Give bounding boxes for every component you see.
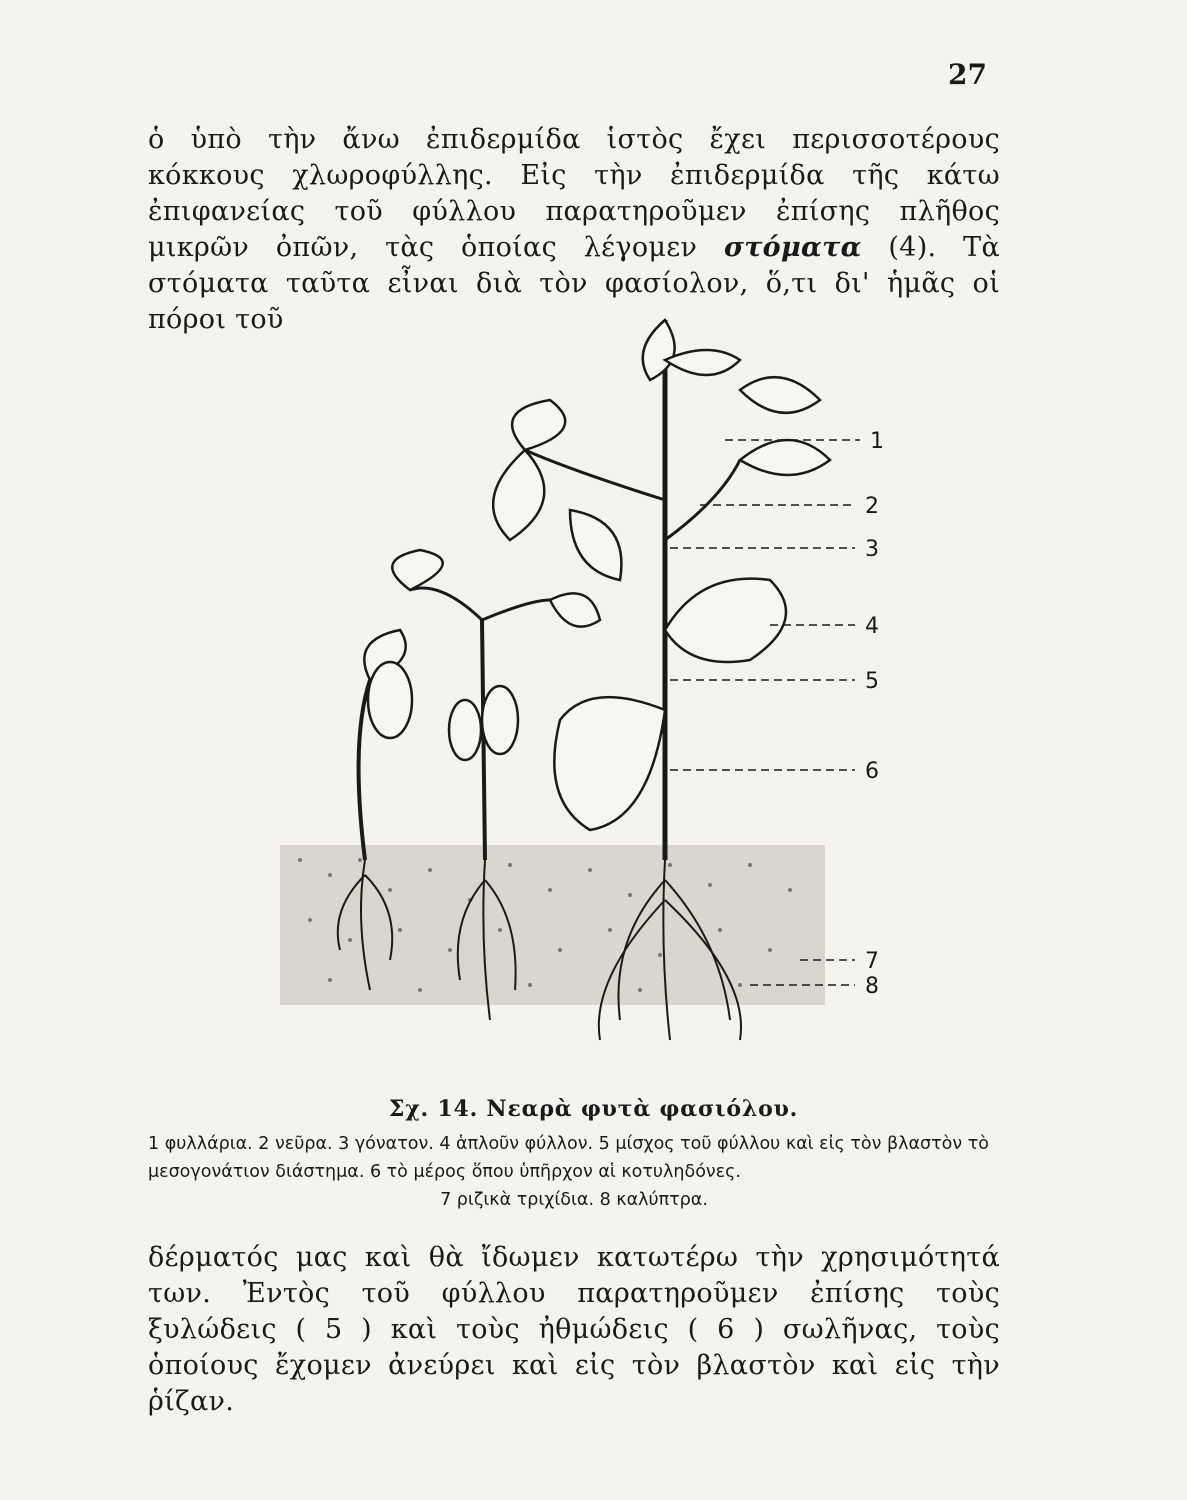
figure-label-8: 8 bbox=[865, 974, 879, 999]
leaves bbox=[364, 320, 830, 830]
figure-label-4: 4 bbox=[865, 614, 879, 639]
figure-caption-line-1: 1 φυλλάρια. 2 νεῦρα. 3 γόνατον. 4 ἁπλοῦν φύλλον. 5 μίσχος τοῦ φύλλου καὶ εἰς τὸν βλαστὸν τὸ μεσογονάτιον διάστημα. 6 τὸ μέρος ὅπου ὑπῆρχον αἱ κοτυληδόνες. bbox=[148, 1134, 989, 1182]
paragraph-top-emphasis: στόματα bbox=[724, 232, 862, 263]
figure-label-5: 5 bbox=[865, 669, 879, 694]
figure-label-2: 2 bbox=[865, 494, 879, 519]
bean-plant-illustration bbox=[270, 300, 920, 1100]
figure-caption-title: Σχ. 14. Νεαρὰ φυτὰ φασιόλου. bbox=[388, 1096, 799, 1122]
paragraph-top-text: ὁ ὑπὸ τὴν ἄνω ἐπιδερμίδα ἱστὸς ἔχει περισσοτέρους κόκκους χλωροφύλλης. Εἰς τὴν ἐπιδερμίδα τῆς κάτω ἐπιφανείας τοῦ φύλλου παρατηροῦμεν ἐπίσης πλῆθος μικρῶν ὀπῶν, τὰς ὁποίας λέγομεν bbox=[148, 124, 1000, 263]
figure-label-3: 3 bbox=[865, 537, 879, 562]
paragraph-bottom: δέρματός μας καὶ θὰ ἴδωμεν κατωτέρω τὴν χρησιμότητά των. Ἐντὸς τοῦ φύλλου παρατηροῦμεν ἐπίσης τοὺς ξυλώδεις ( 5 ) καὶ τοὺς ἠθμώδεις ( 6 ) σωλῆνας, τοὺς ὁποίους ἔχομεν ἀνεύρει καὶ εἰς τὸν βλαστὸν καὶ εἰς τὴν ῥίζαν. bbox=[148, 1242, 1000, 1417]
figure-label-7: 7 bbox=[865, 949, 879, 974]
figure-caption bbox=[148, 1130, 1000, 1214]
figure-label-6: 6 bbox=[865, 759, 879, 784]
figure-label-1: 1 bbox=[870, 429, 884, 454]
figure-caption-line-2: 7 ριζικὰ τριχίδια. 8 καλύπτρα. bbox=[440, 1190, 708, 1210]
page-number: 27 bbox=[948, 58, 987, 91]
paragraph-top-rest: (4). Τὰ στόματα ταῦτα εἶναι διὰ τὸν φασίολον, ὅ,τι δι' ἡμᾶς οἱ πόροι τοῦ bbox=[148, 232, 1000, 335]
